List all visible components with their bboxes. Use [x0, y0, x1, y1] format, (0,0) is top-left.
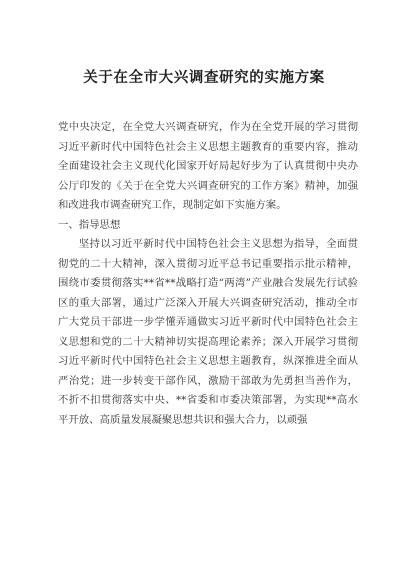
document-body — [58, 118, 358, 430]
intro-paragraph: 党中央决定，在全党大兴调查研究，作为在全党开展的学习贯彻习近平新时代中国特色社会主义思想主题教育的重要内容，推动全面建设社会主义现代化国家开好局起好步为了认真贯彻中央办公厅印发的《关于在全党大兴调查研究的工作方案》精神，加强和改进我市调查研究工作，现制定如下实施方案。 — [58, 121, 358, 211]
guiding-ideology-paragraph: 坚持以习近平新时代中国特色社会主义思想为指导，全面贯彻党的二十大精神，深入贯彻习近平总书记重要指示批示精神，围绕市委贯彻落实**省**战略打造“两湾”产业融合发展先行试验区的重大部署，通过广泛深入开展大兴调查研究活动，推动全市广大党员干部进一步学懂弄通做实习近平新时代中国特色社会主义思想和党的二十大精神切实提高理论素养；深入开展学习贯彻习近平新时代中国特色社会主义思想主题教育，纵深推进全面从严治党；进一步转变干部作风，激励干部敢为先勇担当善作为，不折不扣贯彻落实中央、**省委和市委决策部署，为实现**高水平开放、高质量发展凝聚思想共识和强大合力，以顽强 — [58, 238, 358, 426]
section-heading-guiding-ideology: 一、指导思想 — [58, 218, 121, 231]
document-title: 关于在全市大兴调查研究的实施方案 — [83, 69, 325, 86]
